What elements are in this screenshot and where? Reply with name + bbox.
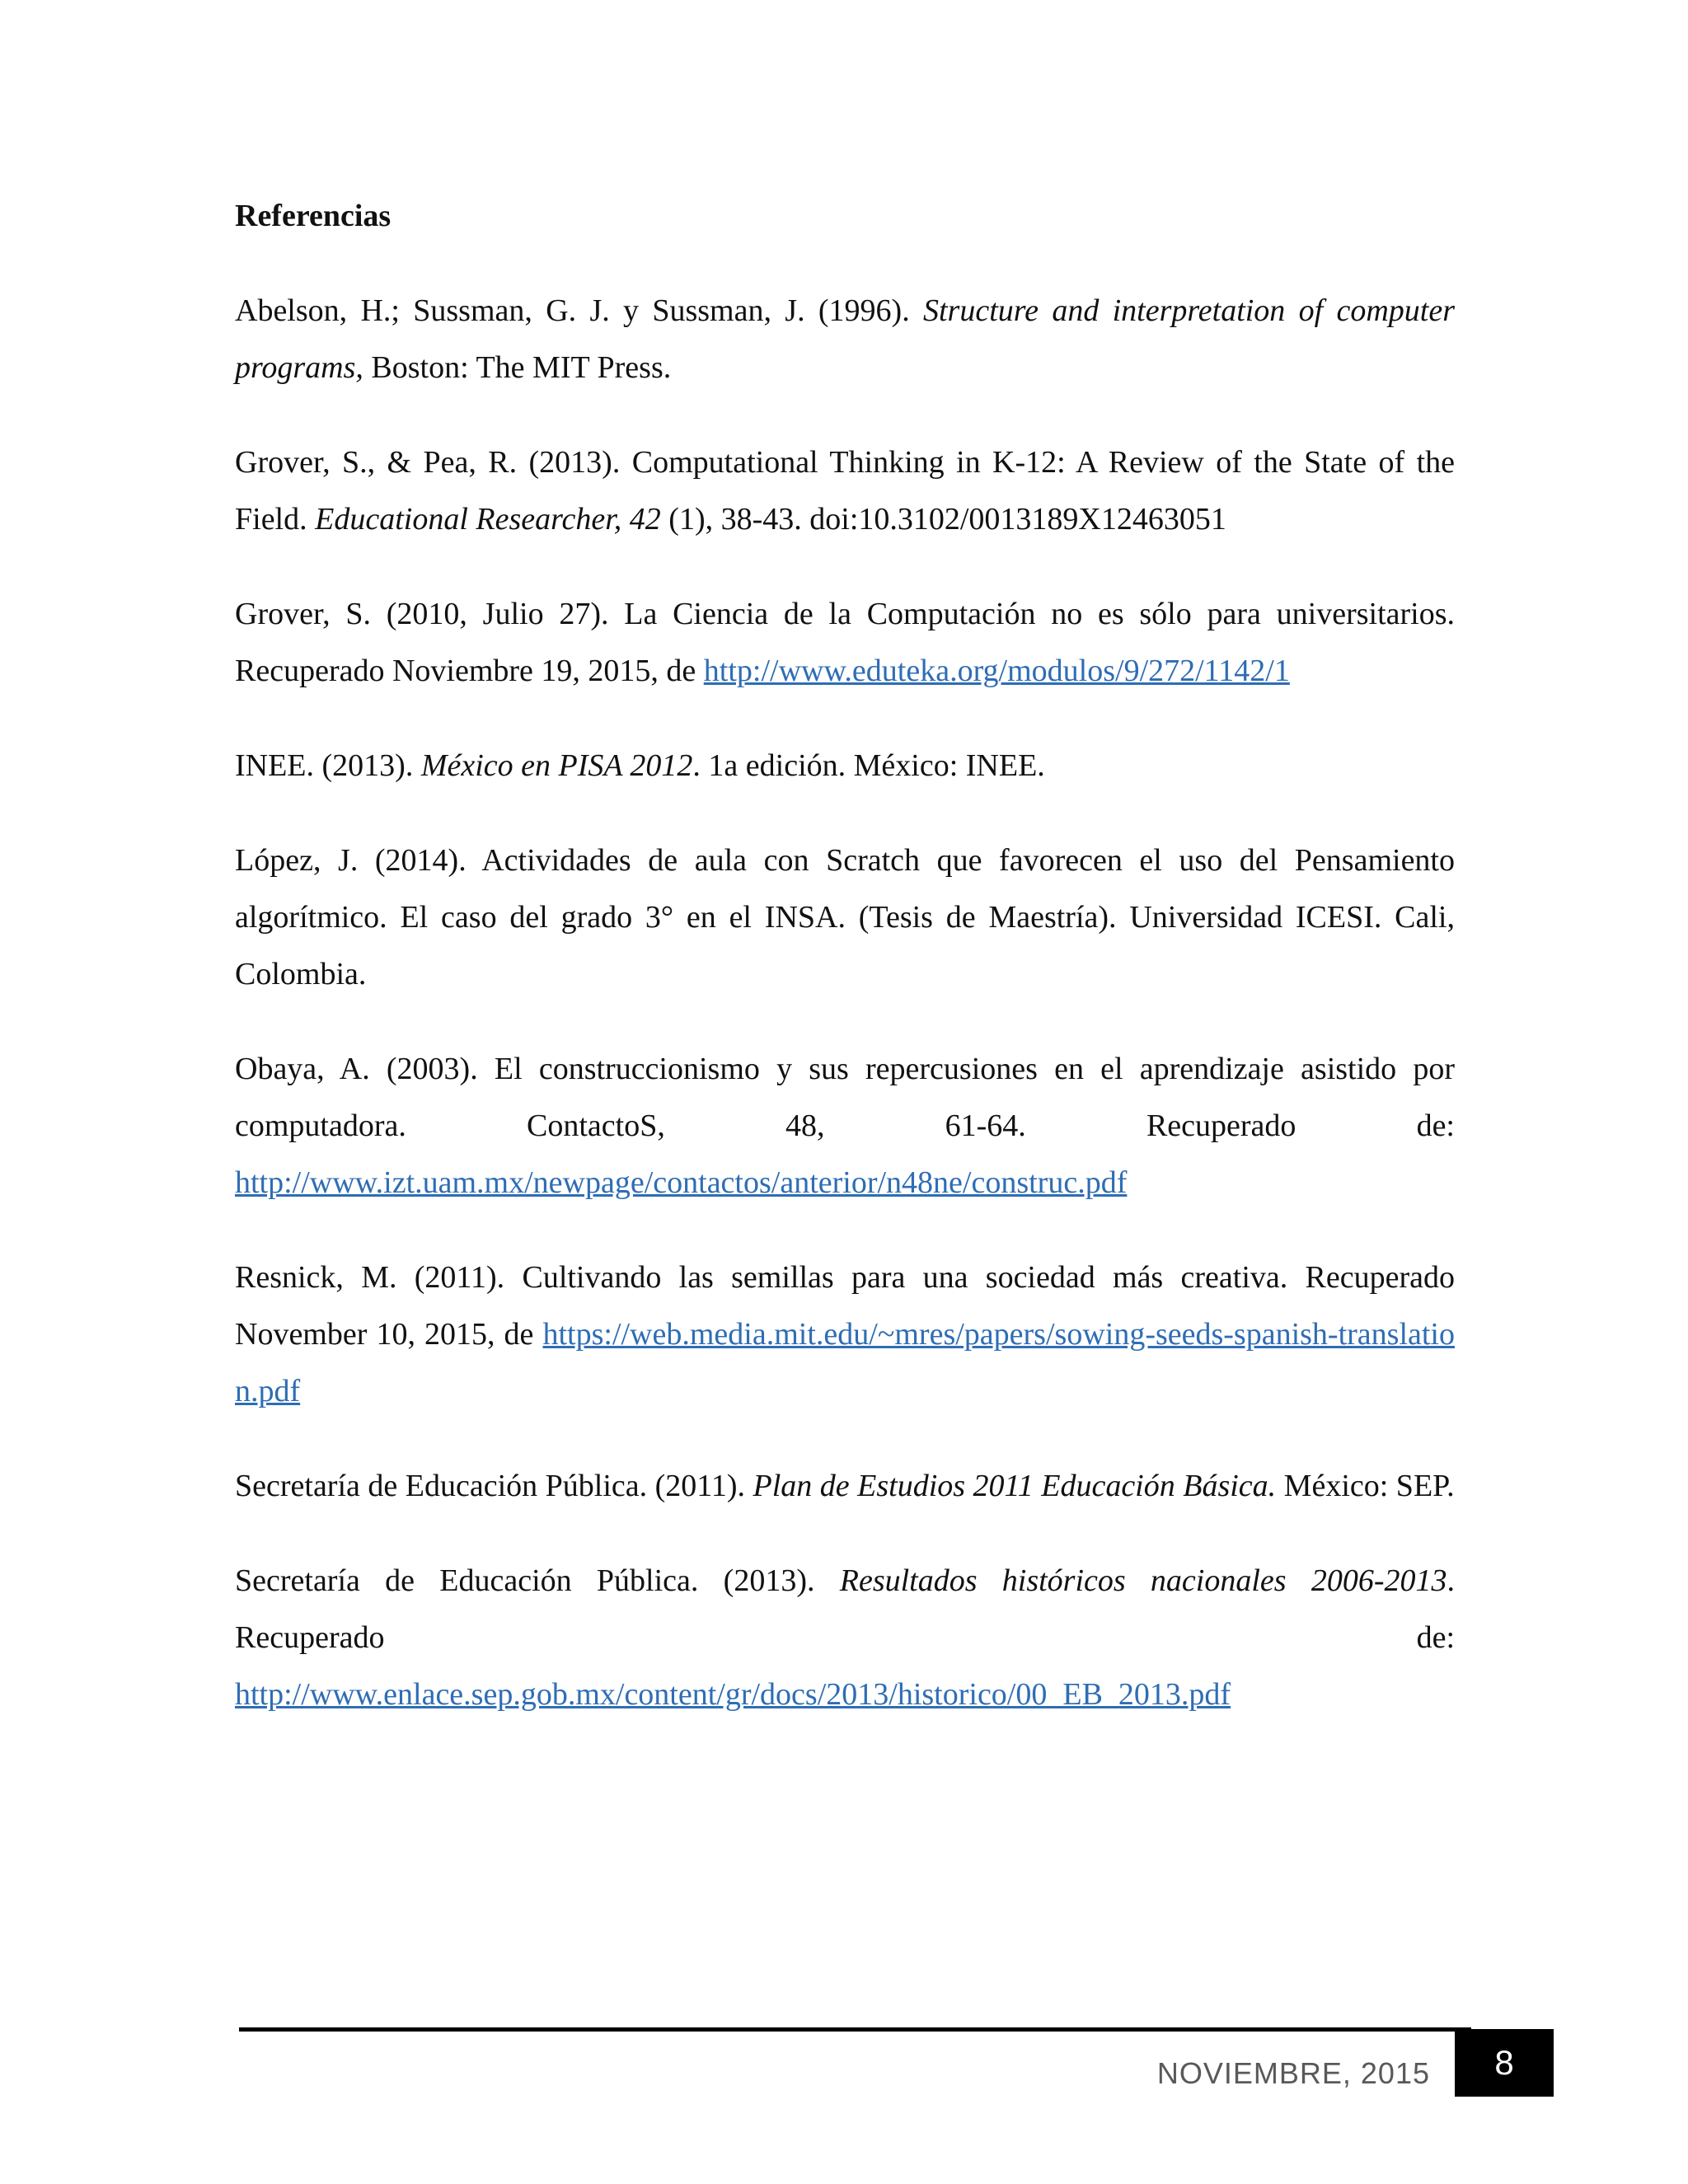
- reference-text: Abelson, H.; Sussman, G. J. y Sussman, J. (1996).: [235, 293, 923, 328]
- reference-abelson: [235, 283, 1455, 396]
- reference-title: Resultados históricos nacionales 2006-2013: [839, 1563, 1447, 1598]
- reference-text: [235, 1553, 1455, 1666]
- reference-text: Grover, S. (2010, Julio 27). La Ciencia de la Computación no es sólo para universitarios. Recuperado Noviembre 19, 2015, de: [235, 597, 1455, 688]
- reference-text: Secretaría de Educación Pública. (2011).: [235, 1469, 753, 1503]
- reference-text: México: SEP.: [1276, 1469, 1455, 1503]
- reference-link[interactable]: https://web.media.mit.edu/~mres/papers/sowing-seeds-spanish-translation.pdf: [235, 1317, 1455, 1408]
- reference-link[interactable]: http://www.enlace.sep.gob.mx/content/gr/docs/2013/historico/00_EB_2013.pdf: [235, 1677, 1231, 1712]
- reference-grover-2013: [235, 434, 1455, 548]
- reference-sep-2011: [235, 1458, 1455, 1515]
- references-heading: Referencias: [235, 199, 392, 233]
- page-number: 8: [1494, 2043, 1514, 2082]
- reference-inee: [235, 738, 1455, 794]
- reference-lopez: [235, 832, 1455, 1003]
- reference-title: México en PISA 2012: [420, 748, 693, 783]
- reference-text: Resnick, M. (2011). Cultivando las semillas para una sociedad más creativa. Recuperado November 10, 2015, de: [235, 1260, 1455, 1352]
- reference-link[interactable]: http://www.eduteka.org/modulos/9/272/1142/1: [703, 654, 1290, 688]
- reference-resnick: [235, 1249, 1455, 1420]
- reference-text: Obaya, A. (2003). El construccionismo y sus repercusiones en el aprendizaje asistido por computadora. ContactoS, 48, 61-64. Recuperado de:: [235, 1052, 1455, 1143]
- reference-grover-2010: [235, 586, 1455, 700]
- reference-link[interactable]: http://www.izt.uam.mx/newpage/contactos/anterior/n48ne/construc.pdf: [235, 1165, 1128, 1200]
- footer-divider: [239, 2027, 1471, 2032]
- reference-obaya: [235, 1041, 1455, 1212]
- reference-text: Grover, S., & Pea, R. (2013). Computational Thinking in K-12: A Review of the State of the Field.: [235, 445, 1455, 537]
- reference-text: . 1a edición. México: INEE.: [692, 748, 1045, 783]
- page-number-box: [1455, 2029, 1554, 2097]
- reference-text: (1), 38-43. doi:10.3102/0013189X12463051: [660, 502, 1226, 537]
- reference-text-part: Secretaría de Educación Pública. (2013).: [235, 1563, 840, 1598]
- reference-text: Boston: The MIT Press.: [363, 350, 672, 385]
- reference-title: Plan de Estudios 2011 Educación Básica.: [753, 1469, 1277, 1503]
- references-section: [235, 188, 1455, 1761]
- reference-sep-2013: [235, 1553, 1455, 1723]
- reference-text-part: . Recuperado de:: [235, 1563, 1455, 1655]
- reference-text: López, J. (2014). Actividades de aula con Scratch que favorecen el uso del Pensamiento algorítmico. El caso del grado 3° en el INSA. (Tesis de Maestría). Universidad ICESI. Cali, Colombia.: [235, 843, 1455, 991]
- reference-journal: Educational Researcher, 42: [315, 502, 661, 537]
- footer-date: NOVIEMBRE, 2015: [1156, 2056, 1430, 2090]
- reference-title: Structure and interpretation of computer programs,: [235, 293, 1455, 385]
- reference-text: INEE. (2013).: [235, 748, 421, 783]
